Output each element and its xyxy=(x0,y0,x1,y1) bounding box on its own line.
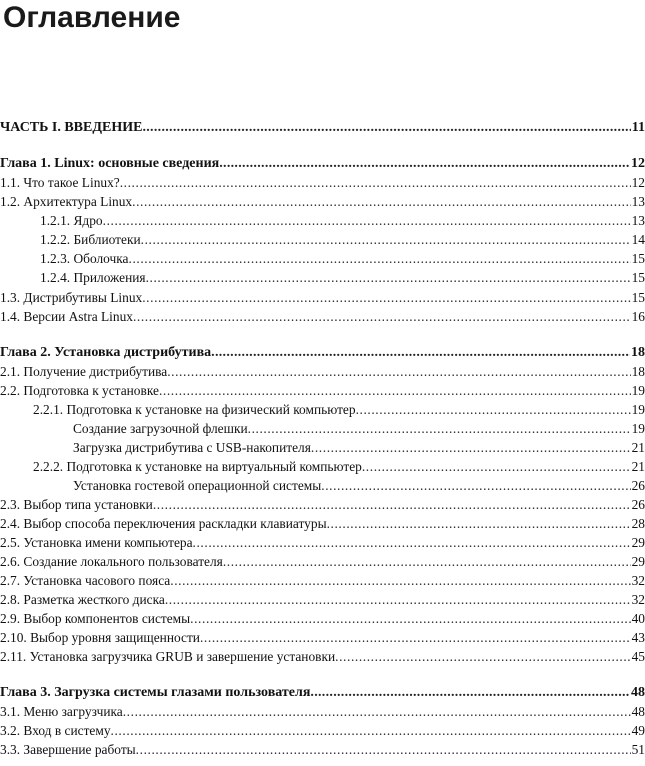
toc-page: 19 xyxy=(631,421,645,436)
toc-item[interactable] xyxy=(0,174,645,192)
toc-label: 2.9. Выбор компонентов системы xyxy=(0,611,191,626)
toc-page: 28 xyxy=(631,516,645,531)
toc-item[interactable] xyxy=(0,741,645,759)
toc-page: 21 xyxy=(631,440,645,455)
toc-label: 2.6. Создание локального пользователя xyxy=(0,554,223,569)
toc-label: 3.2. Вход в систему xyxy=(0,723,111,738)
toc-label: 1.3. Дистрибутивы Linux xyxy=(0,290,143,305)
toc-page: 48 xyxy=(631,704,645,719)
toc-label: 2.8. Разметка жесткого диска xyxy=(0,592,165,607)
toc-item[interactable] xyxy=(0,477,645,495)
toc-label: 2.11. Установка загрузчика GRUB и завершение установки xyxy=(0,649,336,664)
toc-item[interactable] xyxy=(0,401,645,419)
toc-label: 2.3. Выбор типа установки xyxy=(0,497,153,512)
toc-label: 1.1. Что такое Linux? xyxy=(0,175,120,190)
toc-item[interactable] xyxy=(0,212,645,230)
toc-page: 14 xyxy=(631,232,645,247)
toc-label: Глава 3. Загрузка системы глазами пользователя xyxy=(0,685,311,700)
toc-item[interactable] xyxy=(0,269,645,287)
toc-label: 2.7. Установка часового пояса xyxy=(0,573,171,588)
toc-page: 29 xyxy=(631,535,645,550)
toc-label: Создание загрузочной флешки xyxy=(73,421,248,436)
toc-item[interactable] xyxy=(0,648,645,666)
toc-label: 2.1. Получение дистрибутива xyxy=(0,364,168,379)
toc-label: 1.2.3. Оболочка xyxy=(40,251,129,266)
toc-label: Глава 2. Установка дистрибутива xyxy=(0,345,212,360)
toc-page: 32 xyxy=(631,592,645,607)
toc-page: 29 xyxy=(631,554,645,569)
toc-item[interactable] xyxy=(0,382,645,400)
toc-label: 2.2.2. Подготовка к установке на виртуальный компьютер xyxy=(33,459,362,474)
toc-part-1[interactable] xyxy=(0,119,645,137)
toc-label: 2.5. Установка имени компьютера xyxy=(0,535,193,550)
toc-item[interactable] xyxy=(0,703,645,721)
toc-item[interactable] xyxy=(0,231,645,249)
toc-page: 18 xyxy=(631,364,645,379)
toc-page: 19 xyxy=(631,402,645,417)
toc-page: 32 xyxy=(631,573,645,588)
toc-item[interactable] xyxy=(0,250,645,268)
toc-page: 18 xyxy=(631,345,645,360)
toc-page: 40 xyxy=(631,611,645,626)
toc-chapter-1[interactable] xyxy=(0,155,645,173)
toc-item[interactable] xyxy=(0,308,645,326)
toc-chapter-2[interactable] xyxy=(0,344,645,362)
toc-page: 26 xyxy=(631,497,645,512)
toc-page: 15 xyxy=(631,270,645,285)
toc-item[interactable] xyxy=(0,553,645,571)
toc-page: 49 xyxy=(631,723,645,738)
toc-item[interactable] xyxy=(0,722,645,740)
toc-item[interactable] xyxy=(0,534,645,552)
toc-page: 15 xyxy=(631,290,645,305)
toc-item[interactable] xyxy=(0,515,645,533)
toc-label: 3.3. Завершение работы xyxy=(0,742,136,757)
toc-page: 26 xyxy=(631,478,645,493)
toc-label: 3.1. Меню загрузчика xyxy=(0,704,123,719)
toc-item[interactable] xyxy=(0,458,645,476)
toc-page: 16 xyxy=(631,309,645,324)
toc-item[interactable] xyxy=(0,591,645,609)
page-title: Оглавление xyxy=(3,1,181,34)
toc-page: 15 xyxy=(631,251,645,266)
toc-page: 11 xyxy=(631,120,645,135)
toc-page: 12 xyxy=(631,175,645,190)
toc-page: 45 xyxy=(631,649,645,664)
toc-item[interactable] xyxy=(0,496,645,514)
toc-label: 2.4. Выбор способа переключения раскладки клавиатуры xyxy=(0,516,327,531)
toc-page: 13 xyxy=(631,194,645,209)
toc-label: 1.2.1. Ядро xyxy=(40,213,103,228)
toc-page: 19 xyxy=(631,383,645,398)
toc-page: 13 xyxy=(631,213,645,228)
toc-page: 43 xyxy=(631,630,645,645)
toc-item[interactable] xyxy=(0,289,645,307)
toc-chapter-3[interactable] xyxy=(0,684,645,702)
toc-item[interactable] xyxy=(0,193,645,211)
toc-item[interactable] xyxy=(0,572,645,590)
toc-page: 51 xyxy=(631,742,645,757)
toc-label: Глава 1. Linux: основные сведения xyxy=(0,156,220,171)
toc-label: 1.2. Архитектура Linux xyxy=(0,194,133,209)
toc-item[interactable] xyxy=(0,363,645,381)
toc-item[interactable] xyxy=(0,420,645,438)
toc-item[interactable] xyxy=(0,629,645,647)
toc-label: Загрузка дистрибутива с USB-накопителя xyxy=(73,440,311,455)
toc-page: 21 xyxy=(631,459,645,474)
toc-page: 12 xyxy=(631,156,645,171)
toc-label: 2.10. Выбор уровня защищенности xyxy=(0,630,200,645)
toc-label: 1.2.4. Приложения xyxy=(40,270,146,285)
toc-label: 1.4. Версии Astra Linux xyxy=(0,309,133,324)
toc-label: Установка гостевой операционной системы xyxy=(73,478,322,493)
toc-item[interactable] xyxy=(0,439,645,457)
toc-label: 2.2. Подготовка к установке xyxy=(0,383,159,398)
toc-label: 1.2.2. Библиотеки xyxy=(40,232,141,247)
toc-label: 2.2.1. Подготовка к установке на физический компьютер xyxy=(33,402,356,417)
toc-page: 48 xyxy=(631,685,645,700)
toc-label: ЧАСТЬ I. ВВЕДЕНИЕ xyxy=(0,120,143,135)
toc-item[interactable] xyxy=(0,610,645,628)
